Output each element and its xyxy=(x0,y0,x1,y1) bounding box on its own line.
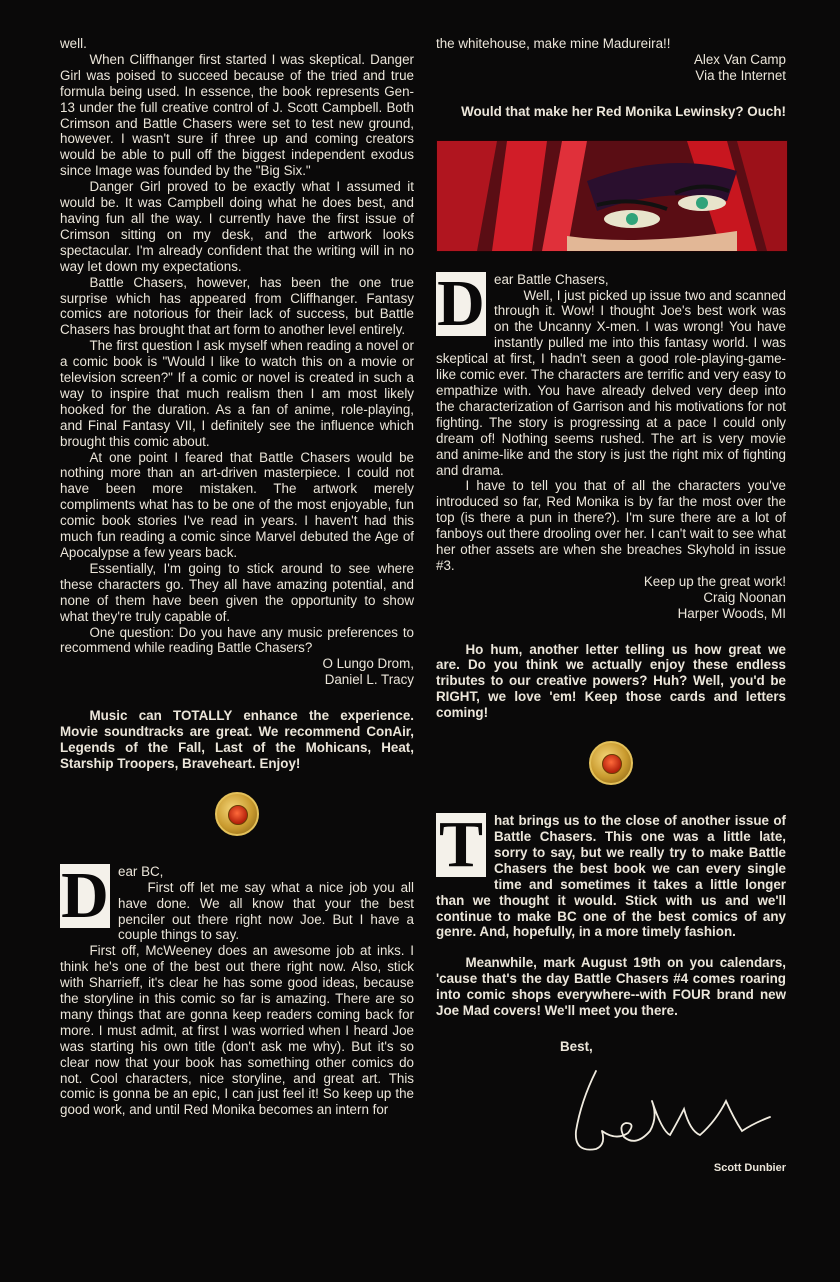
letter2-paragraph: First off, McWeeney does an awesome job at inks. I think he's one of the best out there right now. Also, stick with Sharrieff, it's clear he has some good ideas, because the storyline in this comic so far is amazing. There are so many things that are gonna keep readers coming back for more. I must admit, at first I was worried when I heard Joe was starting his own title (don't ask me why). But it's so clear now that your book has something other comics do not. Cool characters, nice storyline, and great art. This comic is gonna be an epic, I can just feel it! So keep up the good work, and until Red Monika becomes an intern for xyxy=(60,943,414,1118)
letter1-signoff: O Lungo Drom, xyxy=(322,656,414,672)
letter2-salutation: ear BC, xyxy=(118,863,164,879)
signer-name: Scott Dunbier xyxy=(713,1161,786,1174)
letter3-author: Craig Noonan xyxy=(703,589,786,605)
letter3-salutation: ear Battle Chasers, xyxy=(494,271,609,287)
closing-paragraph: hat brings us to the close of another issue of Battle Chasers. This one was a little late, sorry to say, but we really try to make Battle Chasers the best book we can every single time and sometimes it takes a little longer than we thought it would. Stick with us and we'll continue to make BC one of the best comics of any genre. And, hopefully, in a more timely fashion. xyxy=(436,813,786,940)
letter1-paragraph: Danger Girl proved to be exactly what I assumed it would be. It was Campbell doing what he does best, and having fun all the way. I currently have the first issue of Crimson sitting on my desk, and the artwork looks spectacular. I'm already confident that the writing will in no way let down my expectations. xyxy=(60,179,414,274)
closing-best: Best, xyxy=(560,1038,593,1054)
letter1-continuation: well. xyxy=(60,36,87,51)
letter3 xyxy=(436,266,786,574)
letter1-paragraph: Battle Chasers, however, has been the one true surprise which has appeared from Cliffhanger. Fantasy comics are notorious for their lack of success, but Battle Chasers has brought that art form to another level entirely. xyxy=(60,274,414,338)
closing-paragraph: Meanwhile, mark August 19th on you calendars, 'cause that's the day Battle Chasers #4 comes roaring into comic shops everywhere--with FOUR brand new Joe Mad covers! We'll meet you there. xyxy=(436,955,786,1019)
dropcap-d: D xyxy=(437,266,485,340)
left-column xyxy=(60,36,414,1118)
letter1-paragraph: One question: Do you have any music preferences to recommend while reading Battle Chasers? xyxy=(60,624,414,656)
letter1-paragraph: The first question I ask myself when reading a novel or a comic book is "Would I like to watch this on a movie or television screen?" If a comic or novel is created in such a way to inspire that much realism then I am most likely hooked for the duration. As a fan of anime, role-playing, and Final Fantasy VII, I definitely see the influence which brought this comic about. xyxy=(60,338,414,449)
letter2-location: Via the Internet xyxy=(695,67,786,83)
right-column xyxy=(436,36,786,1177)
letter3-paragraph: I have to tell you that of all the characters you've introduced so far, Red Monika is by far the most over the top (is there a pun in there?). I'm sure there are a lot of fanboys out there drooling over her. I can't wait to see what her other assets are when she breaches Skyhold in issue #3. xyxy=(436,478,786,573)
letter2-author: Alex Van Camp xyxy=(693,51,786,67)
letter3-paragraph: Well, I just picked up issue two and scanned through it. Wow! I thought Joe's best work was on the Uncanny X-men. I was wrong! You have instantly pulled me into this fantasy world. I was skeptical at first, I hadn't seen a good role-playing-game-like comic ever. The characters are terrific and very easy to empathize with. You have already delved very deep into the characterization of Garrison and his motivations for not fighting. The story is progressing at a pace I could only dream of! Nothing seems rushed. The art is very movie and anime-like and the story is just the right mix of fighting and drama. xyxy=(436,287,786,478)
letter3-signoff: Keep up the great work! xyxy=(643,573,786,589)
letter1-paragraph: At one point I feared that Battle Chasers would be nothing more than an art-driven masterpiece. I could not have been more mistaken. The artwork merely compliments what has to be one of the most enjoyable, fun comic book stories I've read in years. I haven't had this much fun reading a comic since Marvel debuted the Age of Apocalypse a few years back. xyxy=(60,449,414,560)
red-monika-art-panel xyxy=(436,140,788,252)
editor-response: Would that make her Red Monika Lewinsky? Ouch! xyxy=(461,103,786,119)
letter2 xyxy=(60,858,414,1119)
dropcap-d: D xyxy=(61,858,109,932)
letter1-paragraph: When Cliffhanger first started I was skeptical. Danger Girl was poised to succeed because of the tried and true formula being used. In essence, the book represents Gen-13 under the full creative control of J. Scott Campbell. Both Crimson and Battle Chasers were set to test new ground, however. I wasn't sure if three up and coming creators would be able to pull off the biggest independent exodus since Image was founded by the "Big Six." xyxy=(60,51,414,179)
dropcap-t: T xyxy=(436,813,486,877)
editor-response: Ho hum, another letter telling us how great we are. Do you think we actually enjoy these endless tributes to our creative powers? Huh? Well, you'd be RIGHT, we love 'em! Keep those cards and letters coming! xyxy=(436,641,786,721)
signature xyxy=(436,1061,786,1161)
letter2-continuation: the whitehouse, make mine Madureira!! xyxy=(436,36,671,51)
letter2-paragraph: First off let me say what a nice job you all have done. We all know that your the best penciler out there right now Joe. But I have a couple things to say. xyxy=(118,879,414,943)
closing-note xyxy=(436,808,786,1177)
letter1-paragraph: Essentially, I'm going to stick around to see where these characters go. They all have amazing potential, and none of them have been given the opportunity to show what they're truly capable of. xyxy=(60,560,414,624)
editor-response: Music can TOTALLY enhance the experience. Movie soundtracks are great. We recommend ConAir, Legends of the Fall, Last of the Mohicans, Heat, Starship Troopers, Braveheart. Enjoy! xyxy=(60,708,414,771)
emblem-icon xyxy=(589,741,633,785)
emblem-icon xyxy=(215,792,259,836)
letter1-author: Daniel L. Tracy xyxy=(324,672,414,688)
letter3-location: Harper Woods, MI xyxy=(677,605,786,621)
